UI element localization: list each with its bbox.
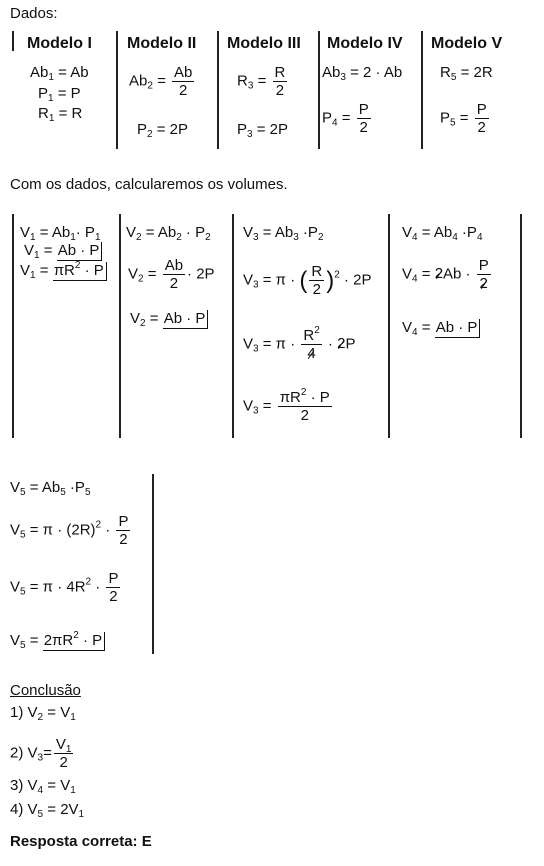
table-divider (12, 31, 14, 51)
model-header: Modelo II (127, 35, 197, 52)
v2-step2: $V_2$ = $\frac{Ab}{2}$ · 2P (128, 257, 215, 292)
model-header: Modelo IV (327, 35, 403, 52)
conclusion-1: 1) $V_2 = V_1$ (10, 704, 76, 723)
table-divider (12, 214, 14, 438)
v3-step4: $V_3$ = $\frac{\pi R^2 \cdot P}{2}$ (243, 387, 330, 424)
v5-step1: $V_5 = Ab_5 \cdot P_5$ (10, 479, 91, 498)
model-4-p: $P_4$ = $\frac{P}{2}$ (322, 101, 369, 136)
v5-step2: $V_5 = \pi \cdot (2R)^2$ · $\frac{P}{2}$ (10, 513, 129, 548)
model-5-r: $R_5 = 2R$ (440, 64, 493, 83)
model-header: Modelo III (227, 35, 301, 52)
model-1-p: $P_1 = P$ (38, 85, 81, 104)
model-1-r: $R_1 = R$ (38, 105, 83, 124)
v1-step1: $V_1 = Ab_1\cdot P_1$ (20, 224, 101, 243)
model-5-p: $P_5$ = $\frac{P}{2}$ (440, 101, 487, 136)
v2-step1: $V_2 = Ab_2 \cdot P_2$ (126, 224, 211, 243)
v1-step3: $V_1 = \pi R^2 \cdot P$ (20, 263, 107, 278)
model-2-p: $P_2 = 2P$ (137, 121, 189, 140)
v4-step3: $V_4 = Ab \cdot P$ (402, 320, 480, 335)
v3-step3: $V_3 = \pi$ · $\frac{R^2}{4}$ · 2P (243, 325, 356, 362)
model-header: Modelo I (27, 35, 92, 52)
table-divider (318, 31, 320, 149)
v4-step1: $V_4 = Ab_4 \cdot P_4$ (402, 224, 483, 243)
v5-divider (152, 474, 154, 654)
conclusao-heading: Conclusão (10, 682, 81, 699)
table-divider (217, 31, 219, 149)
table-divider (520, 214, 522, 438)
answer-text: Resposta correta: E (10, 833, 152, 850)
v5-step4: $V_5 = 2\pi R^2 \cdot P$ (10, 633, 105, 648)
v5-step3: $V_5 = \pi \cdot 4R^2$ · $\frac{P}{2}$ (10, 570, 119, 605)
conclusion-2: 2) $V_3=$ $\frac{V_1}{2}$ (10, 736, 72, 771)
model-4-ab: $Ab_3 = 2 \cdot Ab$ (322, 64, 403, 83)
conclusion-3: 3) $V_4 = V_1$ (10, 777, 76, 796)
v2-step3: $V_2 = Ab \cdot P$ (130, 311, 208, 326)
table-divider (388, 214, 390, 438)
model-3-r: $R_3$ = $\frac{R}{2}$ (237, 64, 286, 99)
v3-step1: $V_3 = Ab_3 \cdot P_2$ (243, 224, 324, 243)
table-divider (116, 31, 118, 149)
v4-step2: $V_4 = 2Ab$ · $\frac{P}{2}$ (402, 257, 489, 292)
v3-step2: $V_3 = \pi$ · ( $\frac{R}{2}$ )$^2$ · 2P (243, 263, 372, 298)
table-divider (232, 214, 234, 438)
intro-text: Com os dados, calcularemos os volumes. (10, 176, 288, 193)
model-1-ab: $Ab_1 = Ab$ (30, 64, 89, 83)
model-3-p: $P_3 = 2P$ (237, 121, 289, 140)
model-header: Modelo V (431, 35, 503, 52)
table-divider (119, 214, 121, 438)
table-divider (421, 31, 423, 149)
model-2-ab: $Ab_2$ = $\frac{Ab}{2}$ (129, 64, 193, 99)
v1-step2: $V_1 = Ab \cdot P$ (24, 243, 102, 258)
conclusion-4: 4) $V_5 = 2V_1$ (10, 801, 85, 820)
dados-label: Dados: (10, 5, 58, 22)
